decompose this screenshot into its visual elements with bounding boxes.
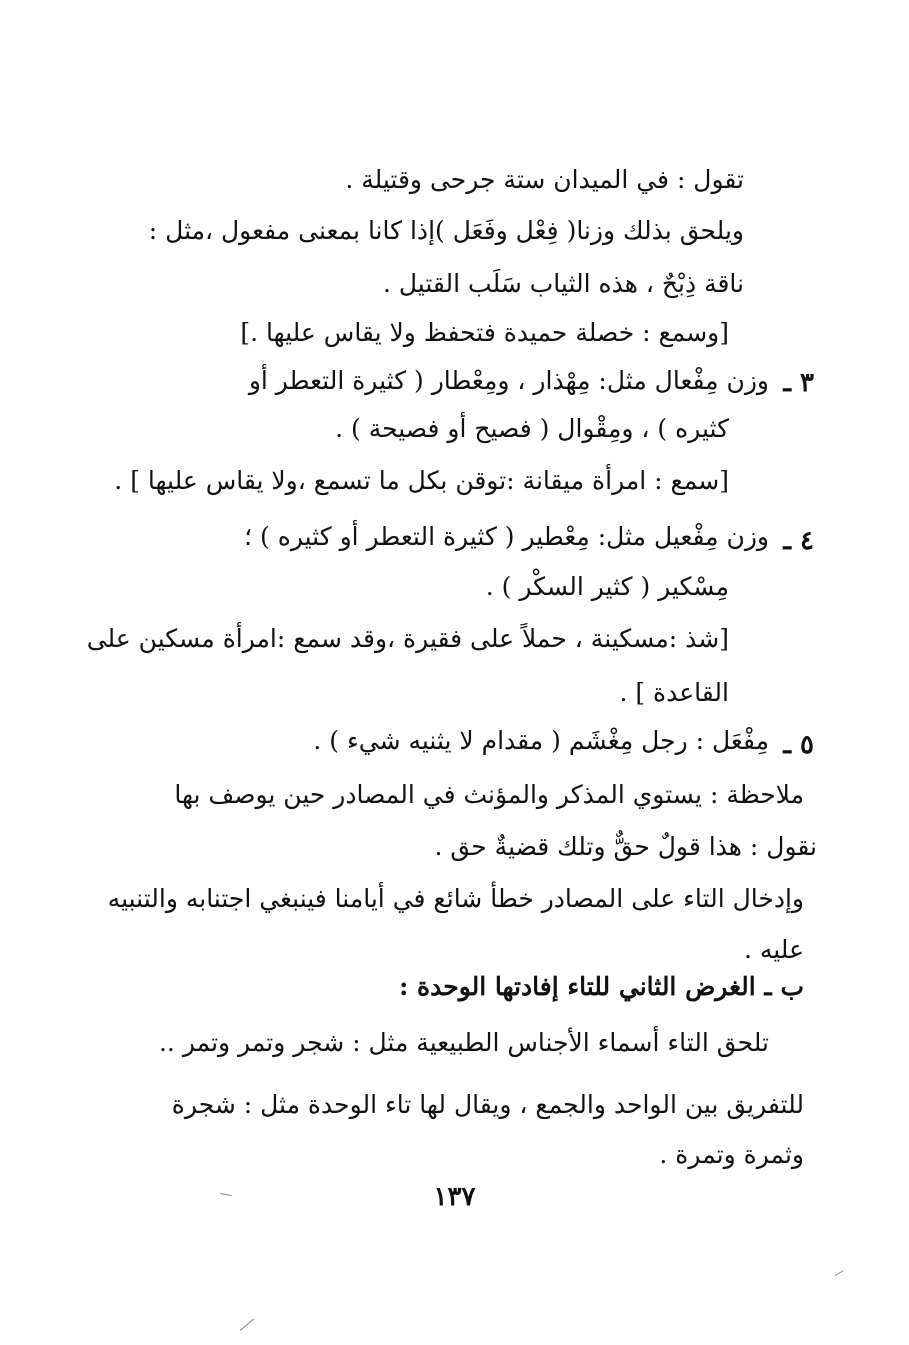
text-line-15: وإدخال التاء على المصادر خطأ شائع في أيامنا فينبغي اجتنابه والتنبيه <box>107 884 804 913</box>
text-line-10: [شذ :مسكينة ، حملاً على فقيرة ،وقد سمع :امرأة مسكين على <box>86 624 729 653</box>
section-heading: ب ـ الغرض الثاني للتاء إفادتها الوحدة : <box>399 972 804 1001</box>
text-line-6: كثيره ) ، ومِقْوال ( فصيح أو فصيحة ) . <box>335 414 729 443</box>
text-line-8: وزن مِفْعيل مثل: مِعْطير ( كثيرة التعطر أو كثيره ) ؛ <box>244 522 769 551</box>
item-number-5: ٥ ـ <box>783 730 814 760</box>
text-line-14: نقول : هذا قولٌ حقٌّ وتلك قضيةٌ حق . <box>434 832 817 861</box>
text-line-1: تقول : في الميدان ستة جرحى وقتيلة . <box>345 165 744 194</box>
text-line-11: القاعدة ] . <box>619 678 729 707</box>
text-line-16: عليه . <box>743 935 804 964</box>
text-line-12: مِفْعَل : رجل مِغْشَم ( مقدام لا يثنيه شيء ) . <box>313 726 769 755</box>
item-number-3: ٣ ـ <box>783 368 814 398</box>
text-line-2: ويلحق بذلك وزنا( فِعْل وفَعَل )إذا كانا بمعنى مفعول ،مثل : <box>148 216 744 245</box>
text-line-7: [سمع : امرأة ميقانة :توقن بكل ما تسمع ،ولا يقاس عليها ] . <box>114 466 729 495</box>
text-line-19: وثمرة وتمرة . <box>659 1140 804 1169</box>
text-line-13: ملاحظة : يستوي المذكر والمؤنث في المصادر حين يوصف بها <box>174 780 804 809</box>
text-line-17: تلحق التاء أسماء الأجناس الطبيعية مثل : شجر وتمر وتمر .. <box>158 1028 769 1057</box>
text-line-18: للتفريق بين الواحد والجمع ، ويقال لها تاء الوحدة مثل : شجرة <box>171 1090 804 1119</box>
page-number: ١٣٧ <box>433 1182 476 1212</box>
text-line-9: مِسْكير ( كثير السكْر ) . <box>485 572 729 601</box>
item-number-4: ٤ ـ <box>783 526 814 556</box>
text-line-5: وزن مِفْعال مثل: مِهْذار ، ومِعْطار ( كثيرة التعطر أو <box>248 366 769 395</box>
text-line-4: [وسمع : خصلة حميدة فتحفظ ولا يقاس عليها .] <box>240 318 729 347</box>
text-line-3: ناقة ذِبْحٌ ، هذه الثياب سَلَب القتيل . <box>382 269 744 298</box>
